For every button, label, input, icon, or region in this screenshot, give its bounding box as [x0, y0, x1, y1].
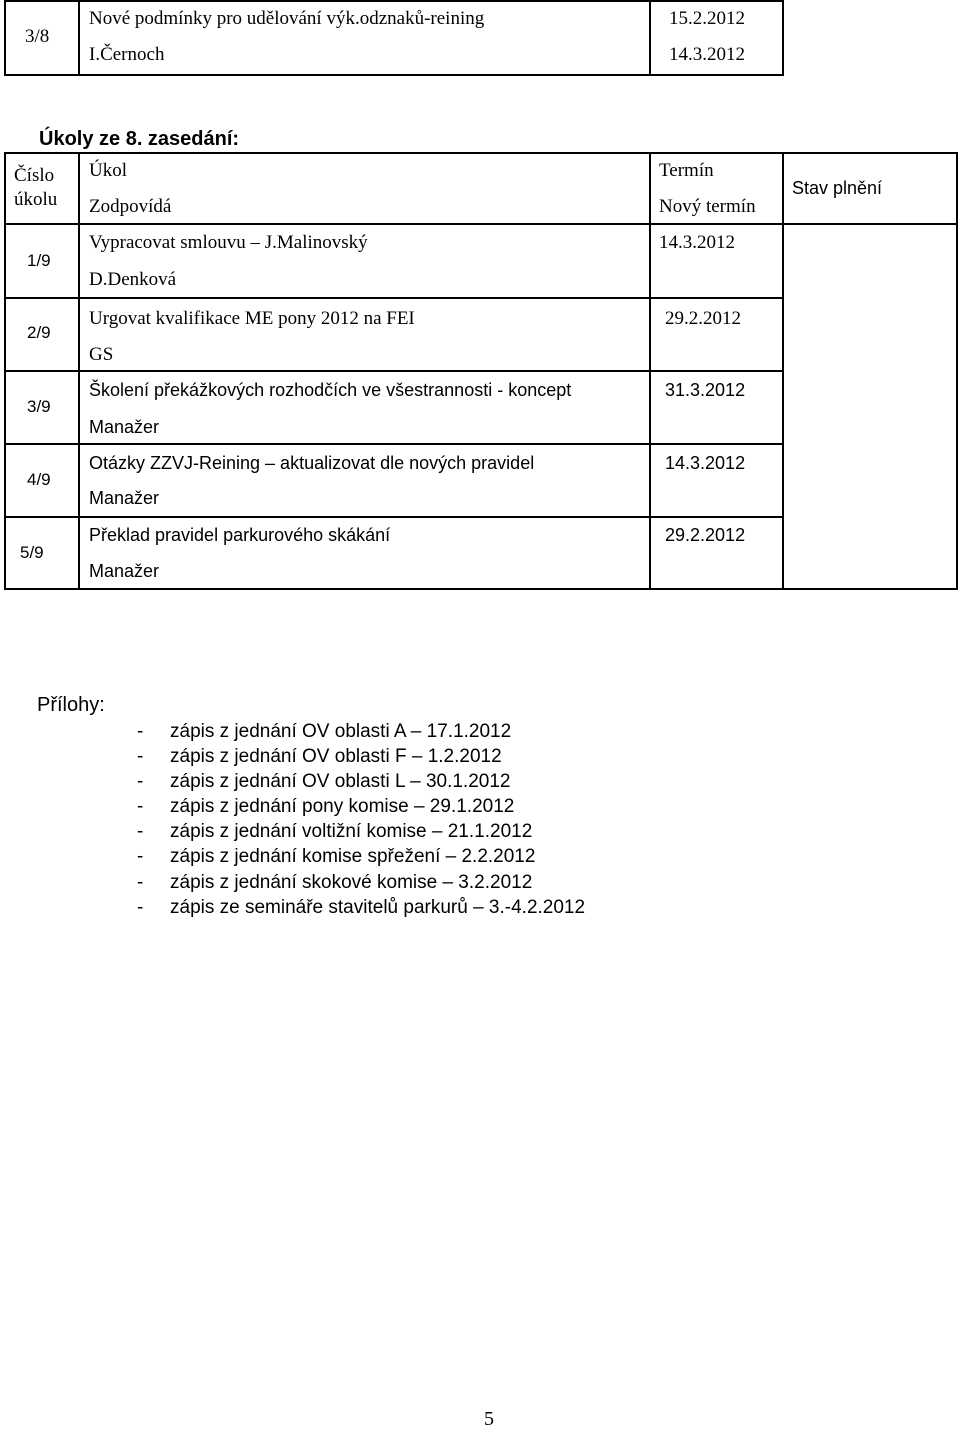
list-item [137, 897, 585, 919]
list-item [137, 721, 511, 743]
header-number: úkolu [14, 189, 58, 210]
task-responsible: I.Černoch [89, 44, 165, 65]
attachment-text: zápis z jednání voltižní komise – 21.1.2012 [170, 821, 533, 842]
table-border [4, 0, 6, 76]
bullet: - [137, 746, 144, 767]
task-description: Vypracovat smlouvu – J.Malinovský [89, 232, 368, 253]
list-item [137, 746, 502, 768]
table-border [4, 297, 784, 299]
table-border [4, 74, 784, 76]
task-deadline: 29.2.2012 [665, 308, 741, 329]
table-border [782, 0, 784, 76]
table-border [78, 152, 80, 590]
table-border [4, 152, 958, 154]
task-deadline: 29.2.2012 [665, 525, 746, 545]
attachment-text: zápis z jednání OV oblasti A – 17.1.2012 [170, 721, 512, 742]
header-deadline: Termín [659, 160, 714, 181]
header-responsible: Zodpovídá [89, 196, 172, 217]
table-border [649, 0, 651, 76]
task-responsible: GS [89, 344, 114, 365]
task-number: 3/9 [27, 397, 51, 416]
table-border [4, 516, 784, 518]
task-description: Otázky ZZVJ-Reining – aktualizovat dle nových pravidel [89, 453, 535, 473]
list-item [137, 771, 510, 793]
list-item [137, 796, 514, 818]
list-item [137, 872, 532, 894]
table-border [649, 152, 651, 590]
attachments-title: Přílohy: [37, 694, 105, 716]
task-description: Urgovat kvalifikace ME pony 2012 na FEI [89, 308, 415, 329]
task-responsible: Manažer [89, 561, 160, 581]
attachment-text: zápis z jednání skokové komise – 3.2.2012 [170, 872, 533, 893]
list-item [137, 821, 532, 843]
list-item [137, 846, 535, 868]
task-description: Překlad pravidel parkurového skákání [89, 525, 391, 545]
table-border [4, 588, 958, 590]
task-description: Školení překážkových rozhodčích ve všestrannosti - koncept [89, 380, 572, 400]
header-status: Stav plnění [792, 178, 883, 198]
section-title: Úkoly ze 8. zasedání: [39, 128, 240, 150]
table-border [4, 152, 6, 590]
attachment-text: zápis z jednání pony komise – 29.1.2012 [170, 796, 515, 817]
header-new-deadline: Nový termín [659, 196, 756, 217]
bullet: - [137, 796, 144, 817]
bullet: - [137, 771, 144, 792]
task-deadline: 14.3.2012 [659, 232, 735, 253]
task-responsible: D.Denková [89, 269, 177, 290]
bullet: - [137, 872, 144, 893]
table-border [782, 152, 784, 590]
table-border [4, 370, 784, 372]
header-task: Úkol [89, 160, 127, 181]
task-number: 3/8 [25, 26, 50, 47]
table-border [4, 0, 784, 2]
task-deadline: 31.3.2012 [665, 380, 746, 400]
task-deadline: 15.2.2012 [669, 8, 745, 29]
task-number: 1/9 [27, 251, 51, 270]
bullet: - [137, 721, 144, 742]
task-description: Nové podmínky pro udělování výk.odznaků-reining [89, 8, 485, 29]
bullet: - [137, 821, 144, 842]
attachment-text: zápis z jednání komise spřežení – 2.2.2012 [170, 846, 536, 867]
task-responsible: Manažer [89, 488, 160, 508]
table-border [4, 223, 958, 225]
bullet: - [137, 846, 144, 867]
table-border [956, 152, 958, 590]
attachment-text: zápis z jednání OV oblasti F – 1.2.2012 [170, 746, 502, 767]
attachment-text: zápis ze semináře stavitelů parkurů – 3.-4.2.2012 [170, 897, 586, 918]
task-deadline: 14.3.2012 [665, 453, 746, 473]
task-number: 2/9 [27, 323, 51, 342]
table-border [78, 0, 80, 76]
task-new-deadline: 14.3.2012 [669, 44, 745, 65]
task-responsible: Manažer [89, 417, 160, 437]
page-number: 5 [484, 1408, 494, 1430]
task-number: 5/9 [20, 543, 44, 562]
bullet: - [137, 897, 144, 918]
attachment-text: zápis z jednání OV oblasti L – 30.1.2012 [170, 771, 511, 792]
header-number: Číslo [14, 165, 55, 186]
table-border [4, 443, 784, 445]
task-number: 4/9 [27, 470, 51, 489]
